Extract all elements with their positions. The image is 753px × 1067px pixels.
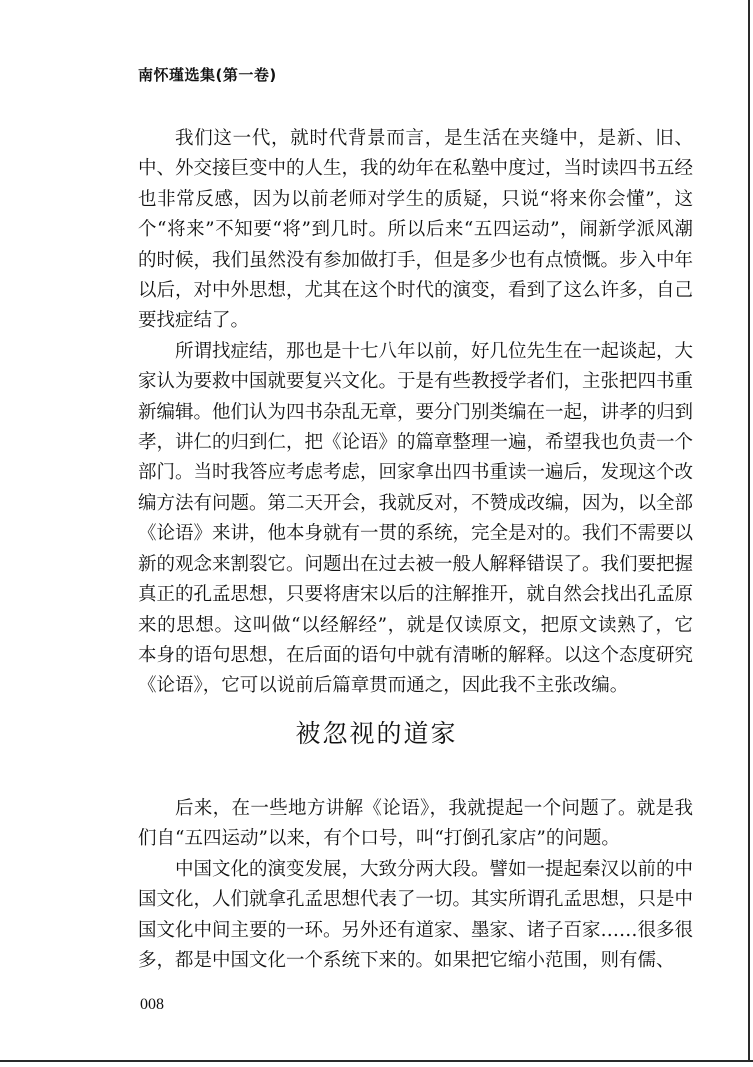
scan-edge-bottom (0, 1060, 753, 1062)
paragraph: 后来，在一些地方讲解《论语》，我就提起一个问题了。就是我们自“五四运动”以来，有个口号，叫“打倒孔家店”的问题。 (138, 798, 693, 850)
text-block-before-section (138, 124, 693, 702)
paragraph: 我们这一代，就时代背景而言，是生活在夹缝中，是新、旧、中、外交接巨变中的人生，我的幼年在私塾中度过，当时读四书五经也非常反感，因为以前老师对学生的质疑，只说“将来你会懂”，这个“将来”不知要“将”到几时。所以后来“五四运动”，闹新学派风潮的时候，我们虽然没有参加做打手，但是多少也有点愤慨。步入中年以后，对中外思想，尤其在这个时代的演变，看到了这么许多，自己要找症结了。 (138, 128, 694, 332)
paragraph: 所谓找症结，那也是十七八年以前，好几位先生在一起谈起，大家认为要救中国就要复兴文化。于是有些教授学者们，主张把四书重新编辑。他们认为四书杂乱无章，要分门别类编在一起，讲孝的归到孝，讲仁的归到仁，把《论语》的篇章整理一遍，希望我也负责一个部门。当时我答应考虑考虑，回家拿出四书重读一遍后，发现这个改编方法有问题。第二天开会，我就反对，不赞成改编，因为，以全部《论语》来讲，他本身就有一贯的系统，完全是对的。我们不需要以新的观念来割裂它。问题出在过去被一般人解释错误了。我们要把握真正的孔孟思想，只要将唐宋以后的注解推开，就自然会找出孔孟原来的思想。这叫做“以经解经”，就是仅读原文，把原文读熟了，它本身的语句思想，在后面的语句中就有清晰的解释。以这个态度研究《论语》，它可以说前后篇章贯而通之，因此我不主张改编。 (138, 340, 694, 697)
paragraph: 中国文化的演变发展，大致分两大段。譬如一提起秦汉以前的中国文化，人们就拿孔孟思想代表了一切。其实所谓孔孟思想，只是中国文化中间主要的一环。另外还有道家、墨家、诸子百家……很多很多，都是中国文化一个系统下来的。如果把它缩小范围，则有儒、 (138, 858, 694, 972)
section-heading: 被忽视的道家 (295, 719, 458, 748)
scan-edge-right (748, 0, 750, 1062)
text-block-after-section (138, 794, 693, 976)
running-header: 南怀瑾选集(第一卷) (138, 66, 277, 84)
page-number: 008 (140, 996, 164, 1013)
